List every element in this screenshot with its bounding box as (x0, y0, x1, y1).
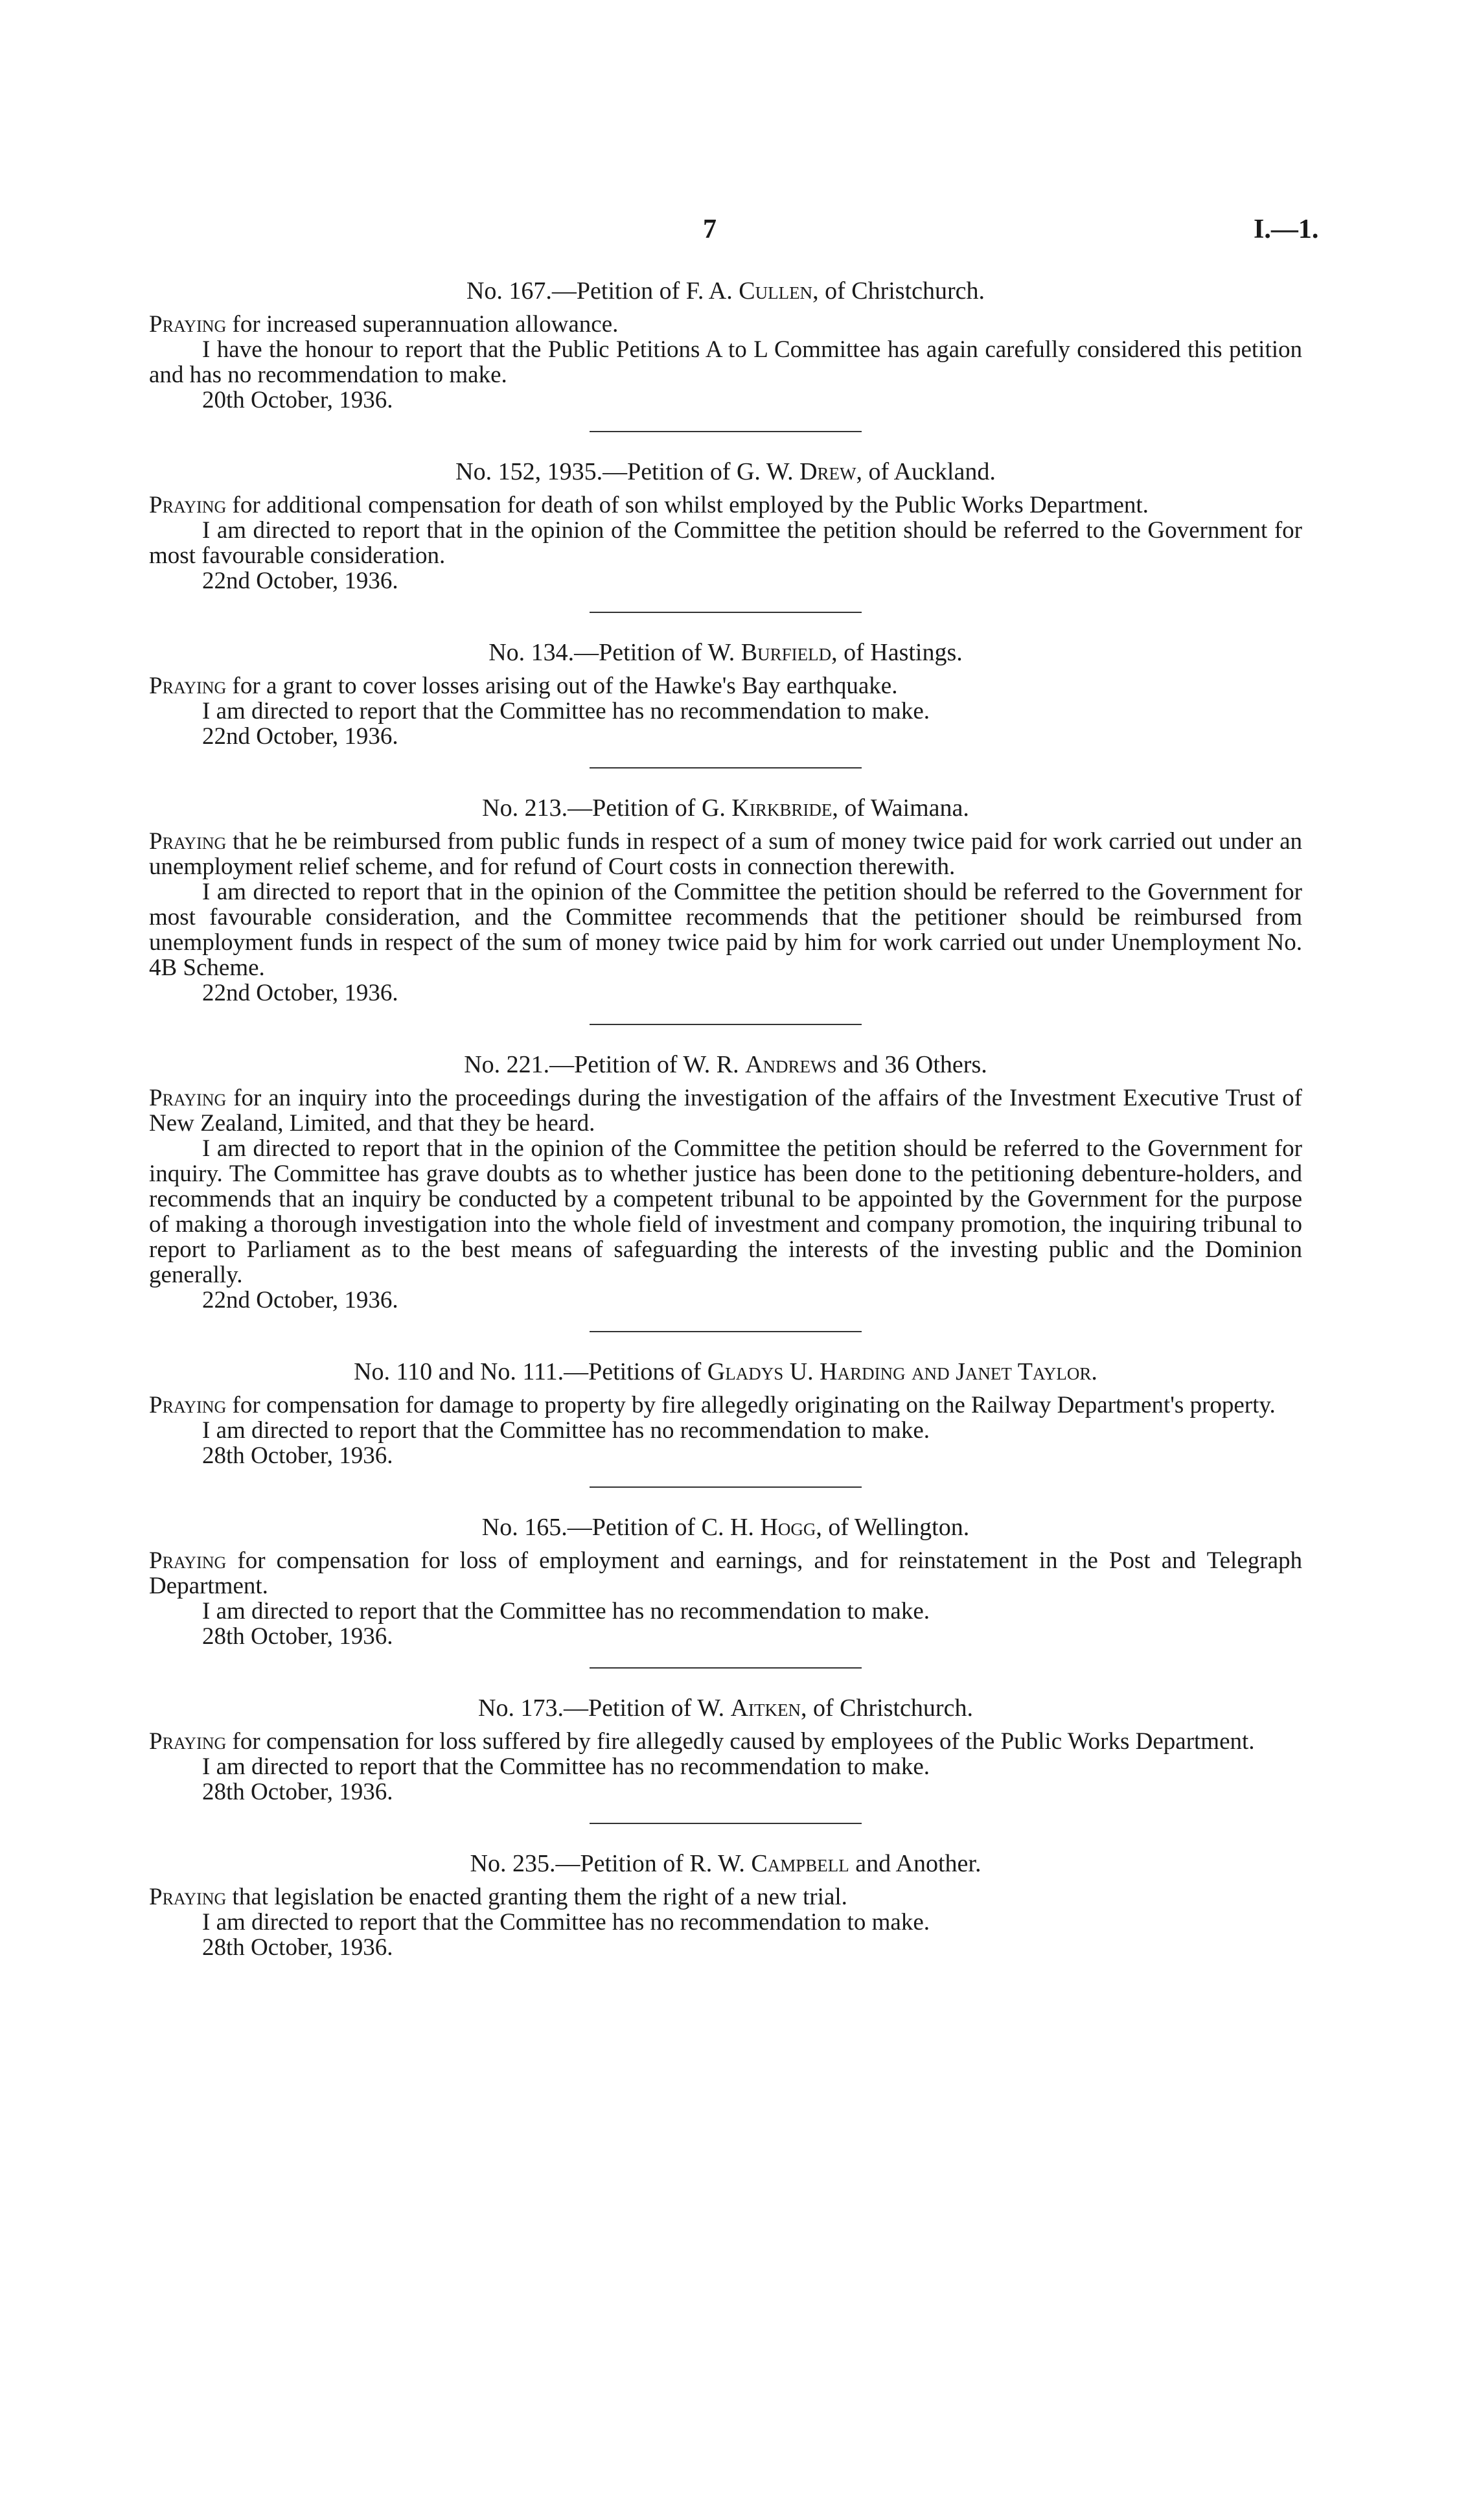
section-divider (590, 1331, 862, 1332)
petition-entry (149, 640, 1302, 749)
praying-label: Praying (149, 1392, 227, 1418)
report-date: 22nd October, 1936. (202, 723, 398, 750)
petitioner-name: Burfield (740, 639, 832, 666)
petition-entry (149, 796, 1302, 1006)
petition-heading: No. 165.—Petition of C. H. Hogg, of Wellington. (481, 1514, 970, 1541)
petition-heading: No. 213.—Petition of G. Kirkbride, of Waimana. (482, 794, 969, 822)
praying-paragraph: Praying for an inquiry into the proceedings during the investigation of the affairs of the Investment Executive Trust of New Zealand, Limited, and that they be heard. (149, 1085, 1302, 1137)
report-paragraph: I am directed to report that the Committee has no recommendation to make. (202, 1909, 930, 1936)
praying-paragraph: Praying for compensation for loss suffered by fire allegedly caused by employees of the Public Works Department. (149, 1728, 1255, 1755)
report-paragraph: I am directed to report that in the opinion of the Committee the petition should be referred to the Government for most favourable consideration. (149, 517, 1302, 569)
petition-entry (149, 459, 1302, 594)
section-divider (590, 1486, 862, 1488)
praying-paragraph: Praying that he be reimbursed from public funds in respect of a sum of money twice paid for work carried out under an unemployment relief scheme, and for refund of Court costs in connection therewith. (149, 828, 1302, 880)
petitioner-name: Hogg (760, 1514, 816, 1541)
praying-paragraph: Praying for a grant to cover losses arising out of the Hawke's Bay earthquake. (149, 673, 898, 699)
report-date: 28th October, 1936. (202, 1934, 393, 1961)
section-divider (590, 612, 862, 613)
praying-label: Praying (149, 828, 227, 855)
petitioner-name: Cullen (739, 277, 813, 305)
petitioner-name: Campbell (751, 1850, 849, 1877)
petition-entry (149, 1052, 1302, 1313)
section-divider (590, 431, 862, 432)
report-paragraph: I am directed to report that the Committee has no recommendation to make. (202, 1753, 930, 1780)
report-paragraph: I am directed to report that the Committee has no recommendation to make. (202, 1417, 930, 1444)
petitioner-name: Drew (799, 458, 856, 485)
petition-heading: No. 110 and No. 111.—Petitions of Gladys U. Harding and Janet Taylor. (354, 1358, 1097, 1385)
praying-paragraph: Praying that legislation be enacted granting them the right of a new trial. (149, 1884, 847, 1910)
report-date: 22nd October, 1936. (202, 568, 398, 594)
section-divider (590, 1823, 862, 1824)
praying-paragraph: Praying for compensation for loss of employment and earnings, and for reinstatement in the Post and Telegraph Department. (149, 1547, 1302, 1599)
page-number: 7 (703, 214, 717, 244)
praying-label: Praying (149, 673, 227, 699)
report-paragraph: I am directed to report that in the opinion of the Committee the petition should be referred to the Government for inquiry. The Committee has grave doubts as to whether justice has been done to the petitioning debenture-holders, and recommends that an inquiry be conducted by a competent tribunal to be appointed by the Government for the purpose of making a thorough investigation into the whole field of investment and company promotion, the inquiring tribunal to report to Parliament as to the best means of safeguarding the interests of the investing public and the Dominion generally. (149, 1135, 1302, 1288)
petition-heading: No. 152, 1935.—Petition of G. W. Drew, of Auckland. (455, 458, 996, 485)
praying-label: Praying (149, 492, 227, 518)
praying-label: Praying (149, 1085, 227, 1111)
petition-heading: No. 173.—Petition of W. Aitken, of Christchurch. (478, 1694, 973, 1722)
petitioner-name: Gladys U. Harding (707, 1358, 906, 1385)
petition-heading: No. 221.—Petition of W. R. Andrews and 36 Others. (464, 1051, 987, 1078)
praying-label: Praying (149, 1884, 227, 1910)
petition-heading: No. 235.—Petition of R. W. Campbell and Another. (470, 1850, 982, 1877)
praying-paragraph: Praying for increased superannuation allowance. (149, 311, 619, 338)
petitioner-name: Andrews (745, 1051, 837, 1078)
petition-heading: No. 167.—Petition of F. A. Cullen, of Christchurch. (466, 277, 985, 305)
section-divider (590, 1024, 862, 1025)
praying-paragraph: Praying for compensation for damage to property by fire allegedly originating on the Railway Department's property. (149, 1392, 1276, 1418)
report-paragraph: I am directed to report that the Committee has no recommendation to make. (202, 698, 930, 724)
report-date: 22nd October, 1936. (202, 980, 398, 1006)
petition-entry (149, 1359, 1302, 1468)
report-paragraph: I have the honour to report that the Public Petitions A to L Committee has again carefully considered this petition and has no recommendation to make. (149, 336, 1302, 388)
report-date: 22nd October, 1936. (202, 1287, 398, 1313)
section-divider (590, 1667, 862, 1669)
report-paragraph: I am directed to report that the Committee has no recommendation to make. (202, 1598, 930, 1624)
petition-entry (149, 1696, 1302, 1805)
praying-label: Praying (149, 311, 227, 338)
report-date: 28th October, 1936. (202, 1779, 393, 1805)
praying-label: Praying (149, 1547, 227, 1574)
page-reference: I.—1. (1254, 214, 1319, 244)
petitions-list (149, 279, 1302, 1960)
petition-entry (149, 279, 1302, 413)
petition-entry (149, 1851, 1302, 1960)
petition-heading: No. 134.—Petition of W. Burfield, of Hastings. (488, 639, 963, 666)
petition-entry (149, 1515, 1302, 1649)
praying-label: Praying (149, 1728, 227, 1755)
petitioner-name: Aitken (730, 1694, 801, 1722)
report-date: 20th October, 1936. (202, 387, 393, 413)
petitioner-name: Kirkbride (731, 794, 832, 822)
report-date: 28th October, 1936. (202, 1623, 393, 1650)
praying-paragraph: Praying for additional compensation for death of son whilst employed by the Public Works Department. (149, 492, 1149, 518)
report-date: 28th October, 1936. (202, 1442, 393, 1469)
report-paragraph: I am directed to report that in the opinion of the Committee the petition should be referred to the Government for most favourable consideration, and the Committee recommends that the petitioner should be reimbursed from unemployment funds in respect of the sum of money twice paid by him for work carried out under Unemployment No. 4B Scheme. (149, 879, 1302, 981)
section-divider (590, 767, 862, 769)
